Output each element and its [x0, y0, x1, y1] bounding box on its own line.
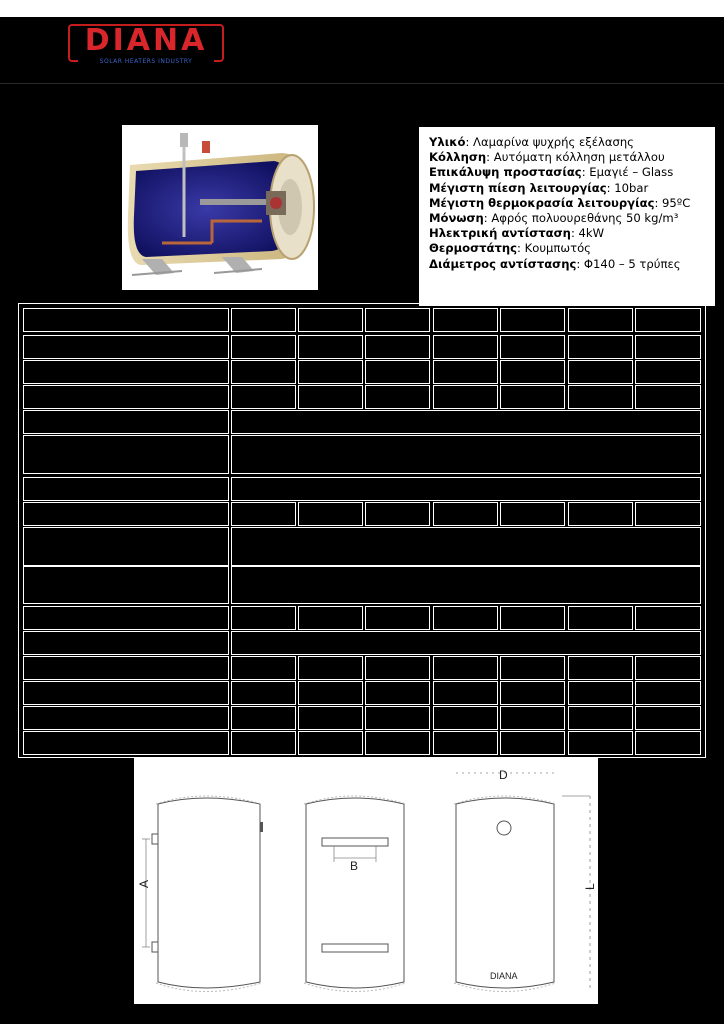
table-value-cell: [433, 706, 498, 730]
table-value-cell: [568, 706, 633, 730]
cutaway-illustration: [122, 125, 318, 290]
table-value-cell: [298, 360, 363, 384]
table-row-label-cell: [23, 681, 229, 705]
table-value-cell: [298, 681, 363, 705]
table-value-cell: [298, 502, 363, 526]
table-row-label-cell: [23, 385, 229, 409]
table-value-cell: [635, 385, 701, 409]
table-value-cell: [635, 308, 701, 332]
table-value-cell: [433, 731, 498, 755]
tank-side-view: [137, 796, 263, 992]
table-value-cell: [298, 385, 363, 409]
spec-max-pressure: Μέγιστη πίεση λειτουργίας: 10bar: [429, 180, 649, 195]
table-value-cell: [635, 681, 701, 705]
table-value-cell: [231, 308, 296, 332]
dimension-label-d: D: [499, 768, 508, 782]
table-row-label-cell: [23, 606, 229, 630]
table-value-cell: [500, 502, 565, 526]
table-value-cell: [298, 606, 363, 630]
dimension-label-a: A: [137, 879, 151, 888]
table-value-cell: [568, 681, 633, 705]
table-value-cell: [433, 385, 498, 409]
table-value-cell: [500, 731, 565, 755]
dimension-drawing: [134, 758, 598, 1004]
table-value-cell: [231, 502, 296, 526]
table-value-cell: [298, 706, 363, 730]
table-value-cell: [231, 656, 296, 680]
spec-coating: Επικάλυψη προστασίας: Εμαγιέ – Glass: [429, 165, 674, 180]
table-value-cell: [568, 335, 633, 359]
table-value-cell: [433, 502, 498, 526]
table-value-cell: [231, 606, 296, 630]
table-merged-cell: [231, 527, 701, 566]
table-value-cell: [298, 731, 363, 755]
table-value-cell: [568, 308, 633, 332]
dimension-label-b: B: [350, 859, 359, 873]
table-value-cell: [231, 335, 296, 359]
table-value-cell: [433, 335, 498, 359]
water-heater-cutaway-image: [122, 125, 318, 290]
table-value-cell: [365, 308, 430, 332]
table-row-label-cell: [23, 706, 229, 730]
table-row-label-cell: [23, 410, 229, 434]
table-row-label-cell: [23, 631, 229, 655]
table-value-cell: [433, 681, 498, 705]
table-merged-cell: [231, 435, 701, 474]
table-value-cell: [231, 385, 296, 409]
spec-resistance-diameter: Διάμετρος αντίστασης: Φ140 – 5 τρύπες: [429, 256, 681, 271]
table-value-cell: [231, 731, 296, 755]
table-value-cell: [635, 706, 701, 730]
table-row-label-cell: [23, 308, 229, 332]
table-value-cell: [568, 385, 633, 409]
table-value-cell: [298, 656, 363, 680]
specifications-table: [18, 303, 706, 758]
table-value-cell: [365, 706, 430, 730]
tank-front-view: [304, 796, 406, 992]
table-value-cell: [500, 606, 565, 630]
table-value-cell: [635, 731, 701, 755]
table-value-cell: [433, 656, 498, 680]
table-row-label-cell: [23, 656, 229, 680]
table-value-cell: [433, 360, 498, 384]
table-value-cell: [635, 335, 701, 359]
table-value-cell: [568, 502, 633, 526]
table-row-label-cell: [23, 502, 229, 526]
table-row-label-cell: [23, 477, 229, 501]
table-value-cell: [568, 731, 633, 755]
table-row-label-cell: [23, 435, 229, 474]
spec-insulation: Μόνωση: Αφρός πολυουρεθάνης 50 kg/m³: [429, 211, 679, 226]
logo-tagline: SOLAR HEATERS INDUSTRY: [78, 58, 214, 66]
spec-material: Υλικό: Λαμαρίνα ψυχρής εξέλασης: [429, 135, 634, 149]
dimension-drawing-svg: [134, 758, 598, 1004]
table-merged-cell: [231, 566, 701, 604]
table-value-cell: [365, 335, 430, 359]
table-value-cell: [635, 360, 701, 384]
table-value-cell: [635, 656, 701, 680]
table-value-cell: [568, 606, 633, 630]
table-merged-cell: [231, 477, 701, 501]
dimension-label-l: L: [583, 883, 597, 890]
table-value-cell: [500, 308, 565, 332]
table-row-label-cell: [23, 360, 229, 384]
spec-thermostat: Θερμοστάτης: Κουμπωτός: [429, 241, 591, 256]
spec-electric-resistance: Ηλεκτρική αντίσταση: 4kW: [429, 226, 605, 241]
table-row-label-cell: [23, 527, 229, 566]
table-value-cell: [635, 502, 701, 526]
table-value-cell: [500, 385, 565, 409]
table-value-cell: [568, 360, 633, 384]
table-value-cell: [365, 502, 430, 526]
table-value-cell: [231, 681, 296, 705]
spec-welding: Κόλληση: Αυτόματη κόλληση μετάλλου: [429, 150, 665, 165]
table-row-label-cell: [23, 731, 229, 755]
table-value-cell: [500, 656, 565, 680]
header-divider: [0, 83, 724, 84]
tank-dimension-view: [454, 768, 597, 992]
table-value-cell: [433, 606, 498, 630]
table-value-cell: [500, 335, 565, 359]
table-value-cell: [298, 335, 363, 359]
table-merged-cell: [231, 410, 701, 434]
diana-logo: [68, 24, 224, 66]
table-value-cell: [433, 308, 498, 332]
table-value-cell: [365, 681, 430, 705]
tank-brand-label: DIANA: [490, 971, 518, 981]
table-merged-cell: [231, 631, 701, 655]
table-value-cell: [365, 385, 430, 409]
table-value-cell: [568, 656, 633, 680]
table-value-cell: [635, 606, 701, 630]
table-value-cell: [365, 606, 430, 630]
table-value-cell: [231, 706, 296, 730]
table-value-cell: [500, 360, 565, 384]
table-value-cell: [500, 706, 565, 730]
table-value-cell: [500, 681, 565, 705]
spec-max-temperature: Μέγιστη θερμοκρασία λειτουργίας: 95ºC: [429, 195, 691, 210]
table-value-cell: [365, 731, 430, 755]
table-value-cell: [365, 360, 430, 384]
table-row-label-cell: [23, 566, 229, 604]
table-value-cell: [298, 308, 363, 332]
table-value-cell: [231, 360, 296, 384]
specifications-box: [419, 127, 715, 306]
logo-brand: DIANA: [84, 23, 208, 58]
table-value-cell: [365, 656, 430, 680]
table-row-label-cell: [23, 335, 229, 359]
